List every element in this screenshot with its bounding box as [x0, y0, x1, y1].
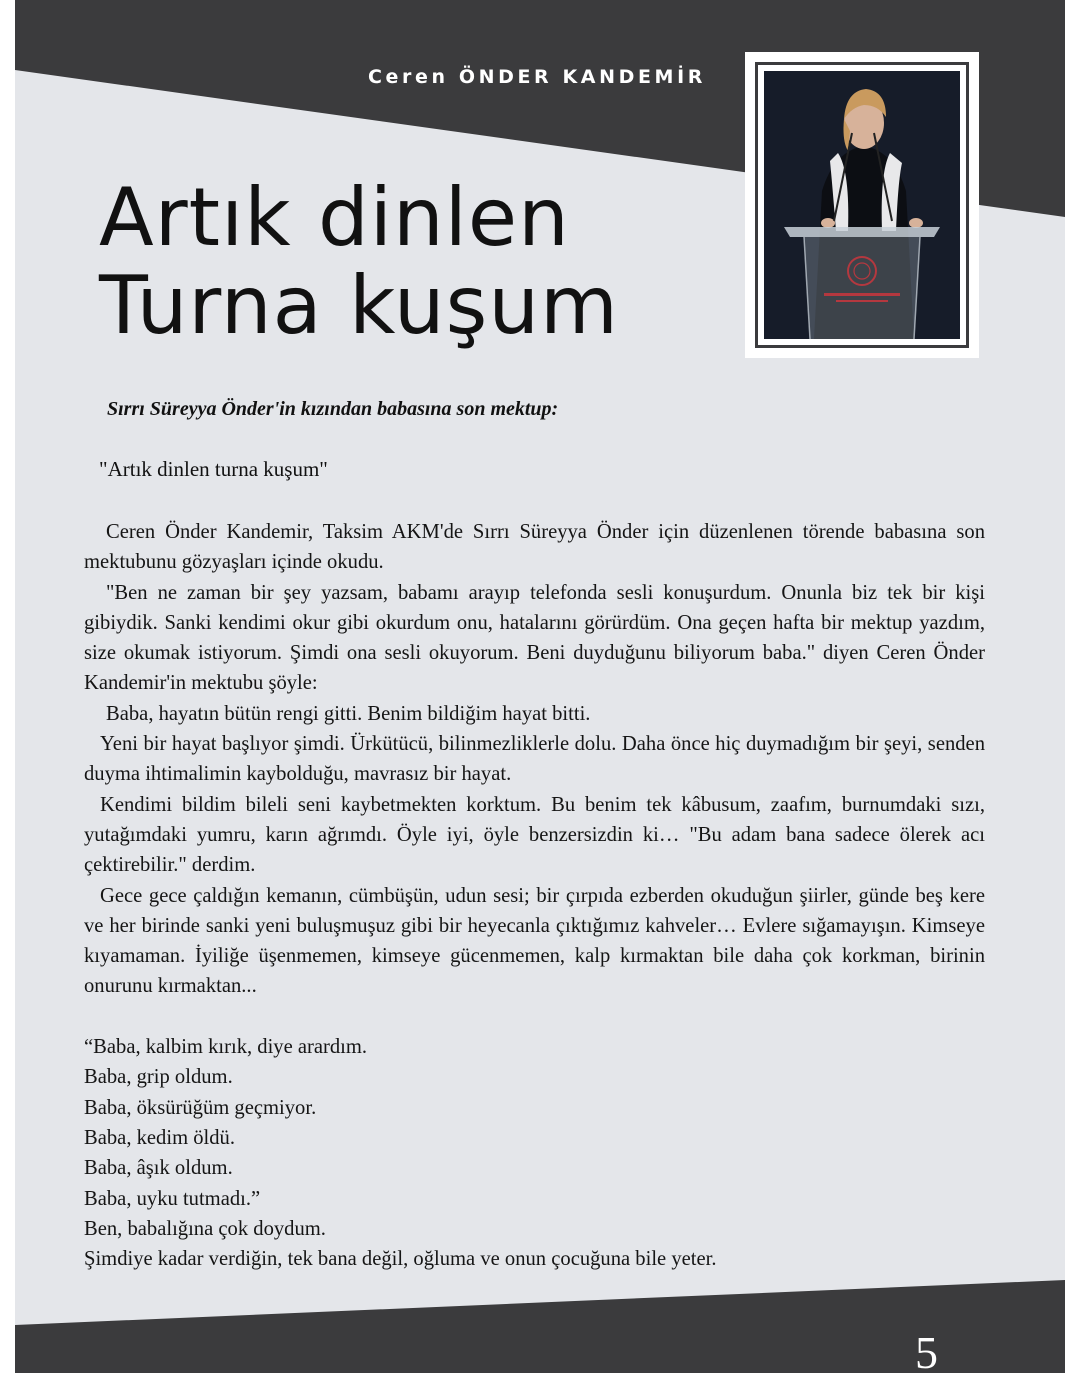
poem-line: Baba, kedim öldü.	[84, 1126, 235, 1149]
poem-line: “Baba, kalbim kırık, diye arardım.	[84, 1036, 368, 1059]
poem-line: Baba, âşık oldum.	[84, 1157, 233, 1180]
paragraph: Baba, hayatın bütün rengi gitti. Benim bildiğim hayat bitti.	[106, 702, 591, 725]
poem-line: Baba, uyku tutmadı.”	[84, 1187, 261, 1210]
paragraph: Yeni bir hayat başlıyor şimdi. Ürkütücü, bilinmezliklerle dolu. Daha önce hiç duymadığım bir şeyi, senden duyma ihtimalimin kaybolduğu, mavrasız bir hayat.	[84, 733, 985, 786]
poem-line: Ben, babalığına çok doydum.	[84, 1217, 326, 1240]
article-title	[99, 171, 619, 352]
poem-block	[84, 1032, 985, 1274]
page-number: 5	[915, 1327, 938, 1373]
headline-quote: "Artık dinlen turna kuşum"	[99, 457, 328, 481]
article-body	[84, 517, 985, 1274]
article-intro: Sırrı Süreyya Önder'in kızından babasına son mektup:	[107, 398, 559, 420]
title-line-1: Artık dinlen	[99, 171, 570, 264]
paragraph: Gece gece çaldığın kemanın, cümbüşün, udun sesi; bir çırpıda ezberden okuduğun şiirler, günde beş kere ve her birinde sanki yeni buluşmuşuz gibi bir heyecanla çıktığımız kahveler… Evlere sığamayışın. Kimseye kıyamaman. İyiliğe üşenmemen, kimseye gücenmemen, kalp kırmaktan bile daha çok korkman, birinin onurunu kırmaktan...	[84, 884, 985, 998]
bottom-dark-band	[15, 1280, 1065, 1373]
poem-line: Baba, öksürüğüm geçmiyor.	[84, 1096, 317, 1119]
paragraph: Kendimi bildim bileli seni kaybetmekten korktum. Bu benim tek kâbusum, zaafım, burnumdaki sızı, yutağımdaki yumru, karın ağrımdı. Öyle iyi, öyle benzersizdin ki… "Bu adam bana sadece ölerek acı çektirebilir." derdim.	[84, 793, 985, 877]
paragraph: Ceren Önder Kandemir, Taksim AKM'de Sırrı Süreyya Önder için düzenlenen törende babasına son mektubunu gözyaşları içinde okudu.	[84, 521, 985, 574]
author-name: Ceren ÖNDER KANDEMİR	[368, 66, 706, 88]
title-line-2: Turna kuşum	[99, 259, 619, 352]
paragraph: "Ben ne zaman bir şey yazsam, babamı arayıp telefonda sesli konuşurdum. Onunla biz tek bir kişi gibiydik. Sanki kendimi okur gibi okurdum onu, hatalarını görürdüm. Ona geçen hafta bir mektup yazdım, size okumak istiyorum. Şimdi ona sesli okuyorum. Beni duyduğunu biliyorum baba." diyen Ceren Önder Kandemir'in mektubu şöyle:	[84, 581, 985, 695]
paragraph-gap	[84, 1002, 985, 1032]
poem-line: Baba, grip oldum.	[84, 1066, 233, 1089]
speaker-photo	[764, 71, 960, 339]
photo-border	[755, 62, 969, 348]
photo-frame	[745, 52, 979, 358]
poem-line: Şimdiye kadar verdiğin, tek bana değil, oğluma ve onun çocuğuna bile yeter.	[84, 1248, 717, 1271]
magazine-page	[15, 0, 1065, 1373]
